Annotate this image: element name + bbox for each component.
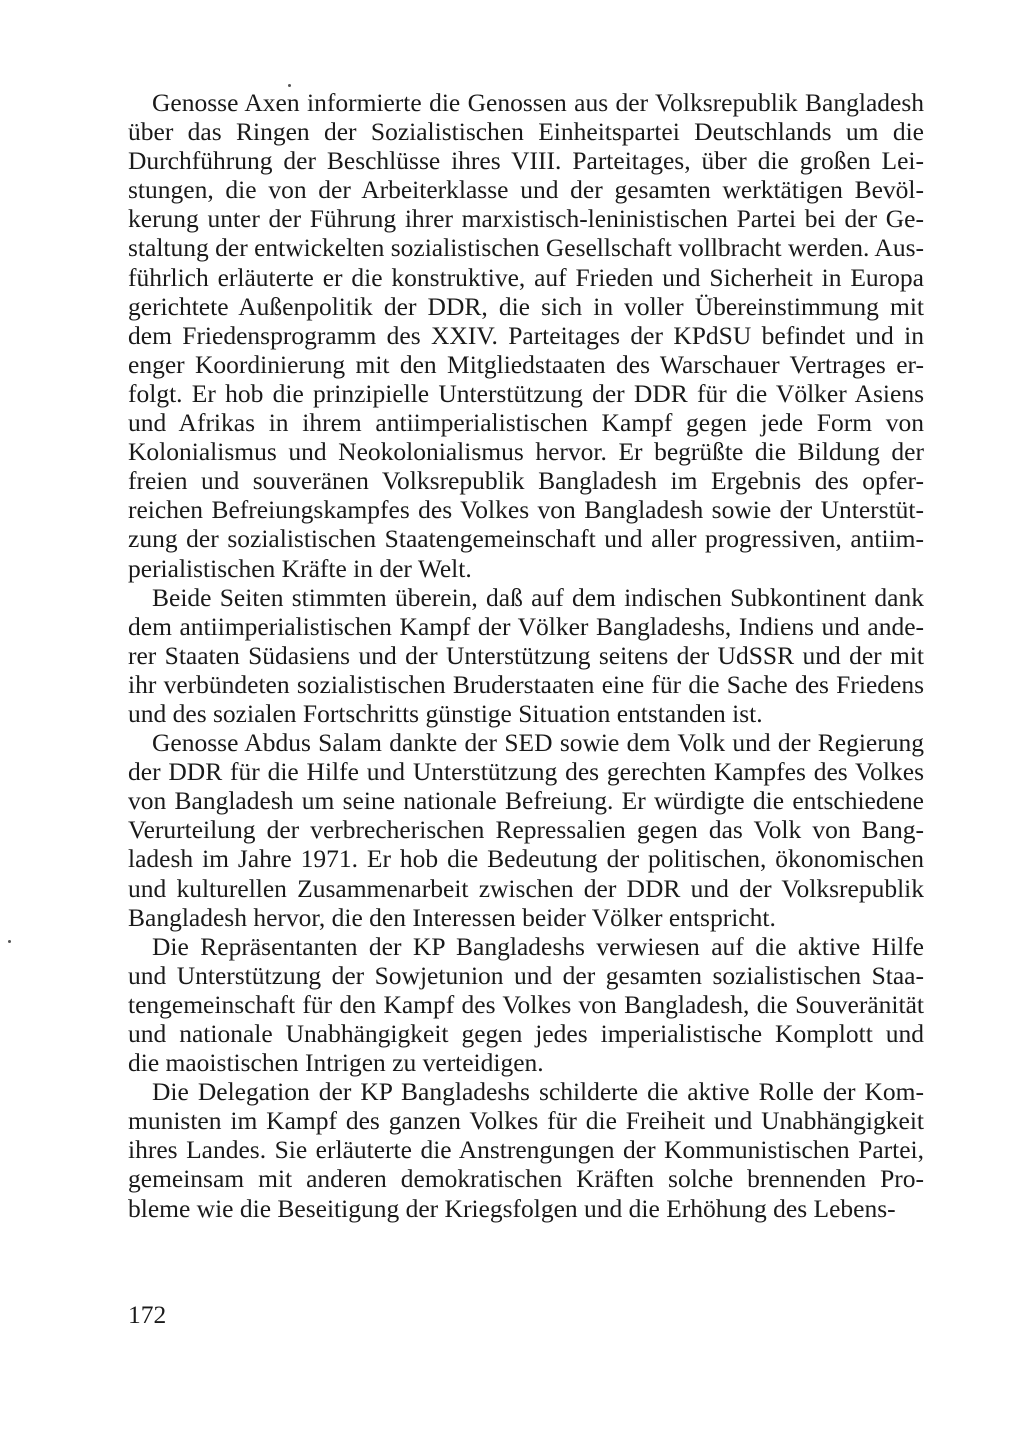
text-line: freien und souveränen Volksrepublik Bangladesh im Ergebnis des opfer- [128, 466, 924, 496]
text-line: bleme wie die Beseitigung der Kriegsfolgen und die Erhöhung des Lebens- [128, 1193, 896, 1223]
text-line: über das Ringen der Sozialistischen Einheitspartei Deutschlands um die [128, 117, 924, 147]
text-line: dem Friedensprogramm des XXIV. Parteitages der KPdSU befindet und in [128, 320, 924, 350]
text-line: munisten im Kampf des ganzen Volkes für die Freiheit und Unabhängigkeit [128, 1106, 924, 1136]
text-line: enger Koordinierung mit den Mitgliedstaaten des Warschauer Vertrages er- [128, 349, 924, 379]
page-number: 172 [128, 1300, 167, 1329]
text-line: der DDR für die Hilfe und Unterstützung des gerechten Kampfes des Volkes [128, 757, 924, 787]
text-line: folgt. Er hob die prinzipielle Unterstützung der DDR für die Völker Asiens [128, 378, 924, 408]
text-line: ihres Landes. Sie erläuterte die Anstrengungen der Kommunistischen Partei, [128, 1135, 924, 1165]
text-line: und Unterstützung der Sowjetunion und der gesamten sozialistischen Staa- [128, 960, 924, 990]
text-line: gerichtete Außenpolitik der DDR, die sich in voller Übereinstimmung mit [128, 291, 924, 321]
text-line: Die Delegation der KP Bangladeshs schilderte die aktive Rolle der Kom- [152, 1077, 924, 1107]
paragraph [128, 1077, 924, 1222]
body-text [128, 88, 924, 1223]
text-line: reichen Befreiungskampfes des Volkes von Bangladesh sowie der Unterstüt- [128, 495, 924, 525]
text-line: Beide Seiten stimmten überein, daß auf dem indischen Subkontinent dank [152, 582, 924, 612]
print-speck [288, 84, 291, 87]
paragraph [128, 728, 924, 932]
text-line: und Afrikas in ihrem antiimperialistischen Kampf gegen jede Form von [128, 408, 924, 438]
text-line: Genosse Abdus Salam dankte der SED sowie dem Volk und der Regierung [152, 728, 924, 758]
text-line: Bangladesh hervor, die den Interessen beider Völker entspricht. [128, 902, 776, 932]
paragraph [128, 88, 924, 583]
text-line: kerung unter der Führung ihrer marxistisch-leninistischen Partei bei der Ge- [128, 204, 924, 234]
text-line: ladesh im Jahre 1971. Er hob die Bedeutung der politischen, ökonomischen [128, 844, 924, 874]
text-line: die maoistischen Intrigen zu verteidigen. [128, 1048, 544, 1078]
text-line: ihr verbündeten sozialistischen Bruderstaaten eine für die Sache des Friedens [128, 669, 924, 699]
text-line: Verurteilung der verbrecherischen Repressalien gegen das Volk von Bang- [128, 815, 924, 845]
text-line: Durchführung der Beschlüsse ihres VIII. Parteitages, über die großen Lei- [128, 146, 924, 176]
text-line: gemeinsam mit anderen demokratischen Kräften solche brennenden Pro- [128, 1164, 924, 1194]
text-line: zung der sozialistischen Staatengemeinschaft und aller progressiven, antiim- [128, 524, 924, 554]
text-line: rer Staaten Südasiens und der Unterstützung seitens der UdSSR und der mit [128, 640, 924, 670]
paragraph [128, 583, 924, 728]
paragraph [128, 932, 924, 1077]
text-line: Die Repräsentanten der KP Bangladeshs verwiesen auf die aktive Hilfe [152, 931, 924, 961]
text-line: perialistischen Kräfte in der Welt. [128, 553, 472, 583]
text-line: tengemeinschaft für den Kampf des Volkes von Bangladesh, die Souveränität [128, 989, 924, 1019]
print-speck [8, 940, 11, 943]
text-line: stungen, die von der Arbeiterklasse und der gesamten werktätigen Bevöl- [128, 175, 924, 205]
text-line: von Bangladesh um seine nationale Befreiung. Er würdigte die entschiedene [128, 786, 924, 816]
text-line: Kolonialismus und Neokolonialismus hervor. Er begrüßte die Bildung der [128, 437, 924, 467]
text-line: Genosse Axen informierte die Genossen aus der Volksrepublik Bangladesh [152, 88, 924, 117]
text-line: staltung der entwickelten sozialistischen Gesellschaft vollbracht werden. Aus- [128, 233, 924, 263]
text-line: und des sozialen Fortschritts günstige Situation entstanden ist. [128, 698, 763, 728]
text-line: führlich erläuterte er die konstruktive, auf Frieden und Sicherheit in Europa [128, 262, 924, 292]
text-line: und nationale Unabhängigkeit gegen jedes imperialistische Komplott und [128, 1019, 924, 1048]
text-line: dem antiimperialistischen Kampf der Völker Bangladeshs, Indiens und ande- [128, 611, 924, 641]
text-line: und kulturellen Zusammenarbeit zwischen der DDR und der Volksrepublik [128, 873, 924, 903]
